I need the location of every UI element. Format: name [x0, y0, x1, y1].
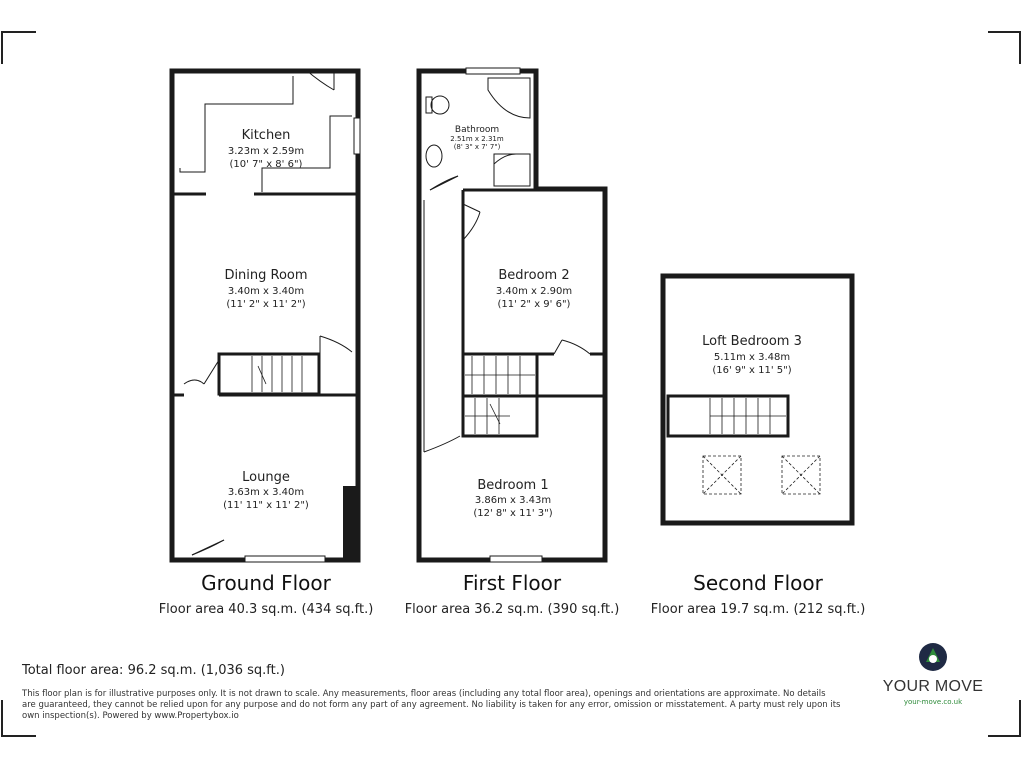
- brand-name: YOUR MOVE: [882, 678, 984, 695]
- room-label-dining-room: [224, 268, 307, 310]
- svg-text:(16' 9" x 11' 5"): (16' 9" x 11' 5"): [712, 365, 792, 376]
- svg-text:Bathroom: Bathroom: [454, 125, 500, 135]
- second-floor-caption: [648, 571, 868, 619]
- floor-title: Second Floor: [693, 571, 823, 595]
- floor-title: Ground Floor: [201, 571, 331, 595]
- floor-area: Floor area 19.7 sq.m. (212 sq.ft.): [650, 602, 866, 617]
- svg-text:(12' 8" x 11' 3"): (12' 8" x 11' 3"): [473, 508, 553, 519]
- svg-text:3.40m x 2.90m: 3.40m x 2.90m: [495, 286, 573, 297]
- room-label-loft-bedroom-3: [702, 334, 802, 376]
- svg-text:Bedroom 2: Bedroom 2: [498, 268, 570, 283]
- svg-text:5.11m x 3.48m: 5.11m x 3.48m: [713, 352, 791, 363]
- room-label-bedroom-2: [496, 268, 572, 310]
- skylight: [703, 456, 820, 494]
- svg-text:Dining Room: Dining Room: [224, 268, 308, 283]
- total-floor-area: Total floor area: 96.2 sq.m. (1,036 sq.ft.): [22, 663, 285, 678]
- room-label-bedroom-1: [473, 478, 552, 519]
- svg-text:Lounge: Lounge: [242, 470, 290, 485]
- svg-text:(11' 2" x 9' 6"): (11' 2" x 9' 6"): [497, 299, 571, 310]
- your-move-logo-icon: [918, 642, 948, 672]
- first-floor-caption: [402, 571, 622, 619]
- svg-text:(8' 3" x 7' 7"): (8' 3" x 7' 7"): [453, 143, 501, 151]
- svg-text:2.51m x 2.31m: 2.51m x 2.31m: [450, 135, 504, 143]
- floor-area: Floor area 36.2 sq.m. (390 sq.ft.): [404, 602, 620, 617]
- room-label-bathroom: [450, 125, 504, 151]
- disclaimer-text: This floor plan is for illustrative purposes only. It is not drawn to scale. Any measurements, floor areas (including any total floor area), openings and orientations are approximate. No details are guaranteed, they cannot be relied upon for any purpose and do not form any part of any agreement. No liability is taken for any error, omission or misstatement. A party must rely upon its own inspection(s). Powered by www.Propertybox.io: [22, 689, 841, 721]
- svg-text:3.86m x 3.43m: 3.86m x 3.43m: [474, 495, 552, 506]
- floor-area: Floor area 40.3 sq.m. (434 sq.ft.): [158, 602, 374, 617]
- room-label-lounge: [223, 470, 309, 511]
- svg-text:3.40m x 3.40m: 3.40m x 3.40m: [227, 286, 305, 297]
- svg-text:3.23m x 2.59m: 3.23m x 2.59m: [227, 146, 305, 157]
- svg-text:(11' 11" x 11' 2"): (11' 11" x 11' 2"): [223, 500, 309, 511]
- svg-text:(10' 7" x 8' 6"): (10' 7" x 8' 6"): [229, 159, 303, 170]
- svg-text:(11' 2" x 11' 2"): (11' 2" x 11' 2"): [226, 299, 306, 310]
- ground-floor-caption: [156, 571, 376, 619]
- svg-text:Loft Bedroom 3: Loft Bedroom 3: [702, 334, 802, 349]
- room-label-kitchen: [228, 128, 304, 170]
- svg-text:Bedroom 1: Bedroom 1: [477, 478, 549, 493]
- svg-text:3.63m x 3.40m: 3.63m x 3.40m: [227, 487, 305, 498]
- second-floor-plan: [663, 276, 852, 523]
- brand-url: your-move.co.uk: [903, 698, 963, 706]
- crop-marks: [2, 32, 1020, 736]
- svg-text:Kitchen: Kitchen: [241, 128, 291, 143]
- brand-logo: [878, 642, 988, 706]
- floor-title: First Floor: [462, 571, 562, 595]
